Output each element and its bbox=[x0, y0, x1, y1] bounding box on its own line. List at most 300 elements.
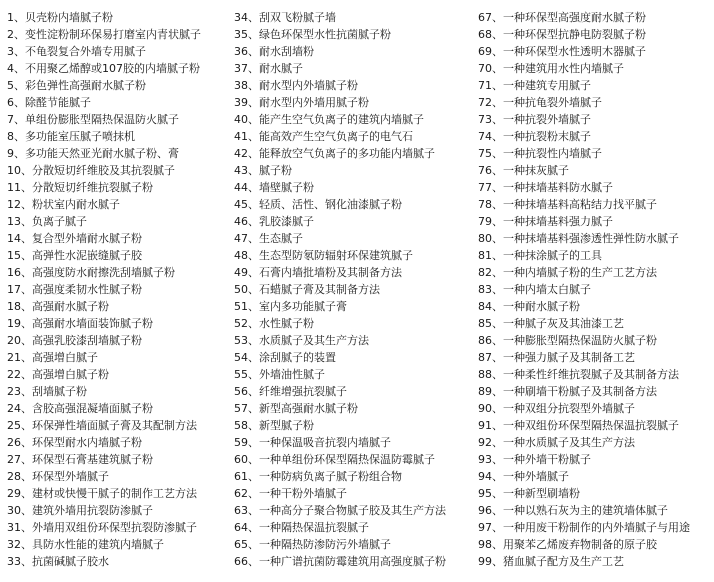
item-title: 一种抹灰腻子 bbox=[503, 164, 569, 177]
item-number: 92、 bbox=[478, 436, 503, 449]
list-item bbox=[7, 417, 229, 434]
list-item bbox=[7, 26, 229, 43]
list-item bbox=[234, 332, 470, 349]
item-number: 89、 bbox=[478, 385, 503, 398]
item-number: 69、 bbox=[478, 45, 503, 58]
item-title: 一种内墙腻子粉的生产工艺方法 bbox=[503, 266, 657, 279]
list-item bbox=[478, 145, 714, 162]
item-number: 19、 bbox=[7, 317, 32, 330]
item-number: 83、 bbox=[478, 283, 503, 296]
item-title: 一种双组份环保型隔热保温抗裂腻子 bbox=[503, 419, 679, 432]
list-item bbox=[478, 264, 714, 281]
list-item bbox=[7, 43, 229, 60]
list-item bbox=[478, 502, 714, 519]
list-item bbox=[234, 315, 470, 332]
item-title: 不龟裂复合外墙专用腻子 bbox=[25, 45, 146, 58]
item-number: 77、 bbox=[478, 181, 503, 194]
item-title: 高强增白腻子 bbox=[32, 351, 98, 364]
item-number: 22、 bbox=[7, 368, 32, 381]
list-item bbox=[7, 366, 229, 383]
list-item bbox=[478, 298, 714, 315]
item-title: 一种单组份环保型隔热保温防霉腻子 bbox=[259, 453, 435, 466]
list-item bbox=[234, 247, 470, 264]
item-number: 28、 bbox=[7, 470, 32, 483]
list-item bbox=[478, 162, 714, 179]
item-number: 68、 bbox=[478, 28, 503, 41]
item-number: 27、 bbox=[7, 453, 32, 466]
item-title: 分散短切纤维胶及其抗裂腻子 bbox=[32, 164, 175, 177]
list-item bbox=[234, 213, 470, 230]
item-number: 94、 bbox=[478, 470, 503, 483]
item-number: 14、 bbox=[7, 232, 32, 245]
item-number: 71、 bbox=[478, 79, 503, 92]
list-item bbox=[478, 179, 714, 196]
item-number: 24、 bbox=[7, 402, 32, 415]
item-title: 一种隔热防渗防污外墙腻子 bbox=[259, 538, 391, 551]
item-title: 高强度柔韧水性腻子粉 bbox=[32, 283, 142, 296]
item-number: 72、 bbox=[478, 96, 503, 109]
list-item bbox=[478, 26, 714, 43]
list-item bbox=[478, 332, 714, 349]
item-title: 环保弹性墙面腻子膏及其配制方法 bbox=[32, 419, 197, 432]
list-item bbox=[7, 502, 229, 519]
item-title: 一种抗裂粉末腻子 bbox=[503, 130, 591, 143]
item-number: 54、 bbox=[234, 351, 259, 364]
list-item bbox=[234, 400, 470, 417]
item-title: 一种耐水腻子粉 bbox=[503, 300, 580, 313]
item-number: 11、 bbox=[7, 181, 32, 194]
list-item bbox=[234, 128, 470, 145]
list-item bbox=[478, 111, 714, 128]
item-title: 一种广谱抗菌防霉建筑用高强度腻子粉 bbox=[259, 555, 446, 568]
item-title: 环保型石膏基建筑腻子粉 bbox=[32, 453, 153, 466]
list-item bbox=[234, 536, 470, 553]
item-number: 38、 bbox=[234, 79, 259, 92]
item-title: 彩色弹性高强耐水腻子粉 bbox=[25, 79, 146, 92]
item-title: 涂刮腻子的装置 bbox=[259, 351, 336, 364]
list-item bbox=[234, 281, 470, 298]
list-item bbox=[7, 536, 229, 553]
list-item bbox=[7, 451, 229, 468]
item-number: 6、 bbox=[7, 96, 25, 109]
item-number: 4、 bbox=[7, 62, 25, 75]
item-number: 97、 bbox=[478, 521, 503, 534]
item-title: 新型高强耐水腻子粉 bbox=[259, 402, 358, 415]
list-item bbox=[7, 213, 229, 230]
list-item bbox=[234, 349, 470, 366]
item-title: 一种抗龟裂外墙腻子 bbox=[503, 96, 602, 109]
item-title: 石蜡腻子膏及其制备方法 bbox=[259, 283, 380, 296]
list-item bbox=[234, 94, 470, 111]
item-number: 17、 bbox=[7, 283, 32, 296]
item-title: 外墙油性腻子 bbox=[259, 368, 325, 381]
item-number: 87、 bbox=[478, 351, 503, 364]
item-number: 56、 bbox=[234, 385, 259, 398]
item-number: 44、 bbox=[234, 181, 259, 194]
item-number: 3、 bbox=[7, 45, 25, 58]
list-item bbox=[7, 9, 229, 26]
item-number: 62、 bbox=[234, 487, 259, 500]
item-title: 单组份膨胀型隔热保温防火腻子 bbox=[25, 113, 179, 126]
item-number: 75、 bbox=[478, 147, 503, 160]
item-title: 外墙用双组份环保型抗裂防渗腻子 bbox=[32, 521, 197, 534]
item-title: 具防水性能的建筑内墙腻子 bbox=[32, 538, 164, 551]
list-item bbox=[234, 553, 470, 570]
item-number: 93、 bbox=[478, 453, 503, 466]
item-number: 5、 bbox=[7, 79, 25, 92]
item-number: 1、 bbox=[7, 11, 25, 24]
list-item bbox=[7, 77, 229, 94]
list-item bbox=[7, 94, 229, 111]
item-title: 一种抹墙基料强渗透性弹性防水腻子 bbox=[503, 232, 679, 245]
list-item bbox=[7, 128, 229, 145]
list-item bbox=[478, 468, 714, 485]
item-number: 7、 bbox=[7, 113, 25, 126]
item-title: 高强增白腻子粉 bbox=[32, 368, 109, 381]
item-number: 57、 bbox=[234, 402, 259, 415]
list-item bbox=[234, 298, 470, 315]
item-number: 34、 bbox=[234, 11, 259, 24]
item-title: 多功能天然亚光耐水腻子粉、膏 bbox=[25, 147, 179, 160]
list-item bbox=[478, 281, 714, 298]
list-column-2 bbox=[234, 9, 470, 570]
list-column-3 bbox=[478, 9, 714, 570]
item-title: 绿色环保型水性抗菌腻子粉 bbox=[259, 28, 391, 41]
item-number: 55、 bbox=[234, 368, 259, 381]
item-number: 86、 bbox=[478, 334, 503, 347]
list-item bbox=[234, 264, 470, 281]
list-item bbox=[7, 383, 229, 400]
list-item bbox=[7, 332, 229, 349]
item-title: 一种抹墙基料防水腻子 bbox=[503, 181, 613, 194]
list-item bbox=[478, 383, 714, 400]
list-item bbox=[478, 451, 714, 468]
item-number: 37、 bbox=[234, 62, 259, 75]
item-title: 一种环保型高强度耐水腻子粉 bbox=[503, 11, 646, 24]
item-number: 66、 bbox=[234, 555, 259, 568]
item-number: 50、 bbox=[234, 283, 259, 296]
item-number: 45、 bbox=[234, 198, 259, 211]
item-title: 除醛节能腻子 bbox=[25, 96, 91, 109]
item-title: 一种干粉外墙腻子 bbox=[259, 487, 347, 500]
list-item bbox=[478, 485, 714, 502]
list-item bbox=[234, 179, 470, 196]
item-title: 粉状室内耐水腻子 bbox=[32, 198, 120, 211]
item-number: 42、 bbox=[234, 147, 259, 160]
item-number: 10、 bbox=[7, 164, 32, 177]
list-item bbox=[7, 315, 229, 332]
item-number: 91、 bbox=[478, 419, 503, 432]
item-number: 64、 bbox=[234, 521, 259, 534]
item-number: 40、 bbox=[234, 113, 259, 126]
list-item bbox=[7, 111, 229, 128]
item-number: 79、 bbox=[478, 215, 503, 228]
list-item bbox=[478, 77, 714, 94]
item-title: 变性淀粉制环保易打磨室内青状腻子 bbox=[25, 28, 201, 41]
item-title: 含胶高强混凝墙面腻子粉 bbox=[32, 402, 153, 415]
item-number: 32、 bbox=[7, 538, 32, 551]
list-item bbox=[478, 213, 714, 230]
item-title: 一种以熟石灰为主的建筑墙体腻子 bbox=[503, 504, 668, 517]
item-title: 墙壁腻子粉 bbox=[259, 181, 314, 194]
item-number: 41、 bbox=[234, 130, 259, 143]
list-item bbox=[7, 400, 229, 417]
list-item bbox=[234, 434, 470, 451]
item-title: 一种膨胀型隔热保温防火腻子粉 bbox=[503, 334, 657, 347]
item-title: 一种抹墙基料强力腻子 bbox=[503, 215, 613, 228]
list-item bbox=[7, 519, 229, 536]
item-number: 84、 bbox=[478, 300, 503, 313]
item-title: 环保型耐水内墙腻子粉 bbox=[32, 436, 142, 449]
item-title: 一种建筑用水性内墙腻子 bbox=[503, 62, 624, 75]
list-item bbox=[478, 315, 714, 332]
item-title: 一种抗裂性内墙腻子 bbox=[503, 147, 602, 160]
list-item bbox=[478, 553, 714, 570]
item-number: 82、 bbox=[478, 266, 503, 279]
item-number: 21、 bbox=[7, 351, 32, 364]
item-title: 耐水型内外墙腻子粉 bbox=[259, 79, 358, 92]
list-item bbox=[478, 400, 714, 417]
item-title: 贝壳粉内墙腻子粉 bbox=[25, 11, 113, 24]
item-title: 乳胶漆腻子 bbox=[259, 215, 314, 228]
list-item bbox=[478, 417, 714, 434]
list-item bbox=[478, 230, 714, 247]
item-title: 一种隔热保温抗裂腻子 bbox=[259, 521, 369, 534]
item-number: 58、 bbox=[234, 419, 259, 432]
item-number: 65、 bbox=[234, 538, 259, 551]
list-item bbox=[478, 128, 714, 145]
list-item bbox=[478, 94, 714, 111]
item-number: 80、 bbox=[478, 232, 503, 245]
item-title: 高强耐水腻子粉 bbox=[32, 300, 109, 313]
list-item bbox=[234, 485, 470, 502]
item-number: 48、 bbox=[234, 249, 259, 262]
item-title: 生态腻子 bbox=[259, 232, 303, 245]
item-title: 建材或快慢干腻子的制作工艺方法 bbox=[32, 487, 197, 500]
item-title: 环保型外墙腻子 bbox=[32, 470, 109, 483]
list-item bbox=[7, 145, 229, 162]
item-title: 一种新型刷墙粉 bbox=[503, 487, 580, 500]
item-title: 一种刷墙干粉腻子及其制备方法 bbox=[503, 385, 657, 398]
item-title: 刮墙腻子粉 bbox=[32, 385, 87, 398]
list-item bbox=[234, 60, 470, 77]
item-number: 49、 bbox=[234, 266, 259, 279]
item-number: 13、 bbox=[7, 215, 32, 228]
item-number: 74、 bbox=[478, 130, 503, 143]
item-title: 一种环保型抗静电防裂腻子粉 bbox=[503, 28, 646, 41]
list-item bbox=[234, 196, 470, 213]
item-title: 耐水刮墙粉 bbox=[259, 45, 314, 58]
item-number: 31、 bbox=[7, 521, 32, 534]
item-number: 59、 bbox=[234, 436, 259, 449]
item-number: 16、 bbox=[7, 266, 32, 279]
list-item bbox=[234, 145, 470, 162]
item-title: 一种腻子灰及其油漆工艺 bbox=[503, 317, 624, 330]
item-title: 腻子粉 bbox=[259, 164, 292, 177]
item-title: 不用聚乙烯醇或107胶的内墙腻子粉 bbox=[25, 62, 200, 75]
item-title: 一种双组分抗裂型外墙腻子 bbox=[503, 402, 635, 415]
list-item bbox=[7, 230, 229, 247]
item-number: 88、 bbox=[478, 368, 503, 381]
item-title: 高弹性水泥嵌缝腻子胶 bbox=[32, 249, 142, 262]
item-title: 石膏内墙批墙粉及其制备方法 bbox=[259, 266, 402, 279]
item-number: 26、 bbox=[7, 436, 32, 449]
item-number: 60、 bbox=[234, 453, 259, 466]
list-item bbox=[478, 196, 714, 213]
item-title: 多功能室压腻子喷抹机 bbox=[25, 130, 135, 143]
item-number: 25、 bbox=[7, 419, 32, 432]
list-item bbox=[478, 349, 714, 366]
list-item bbox=[234, 9, 470, 26]
item-number: 78、 bbox=[478, 198, 503, 211]
item-title: 一种抗裂外墙腻子 bbox=[503, 113, 591, 126]
item-number: 18、 bbox=[7, 300, 32, 313]
item-number: 8、 bbox=[7, 130, 25, 143]
item-title: 能产生空气负离子的建筑内墙腻子 bbox=[259, 113, 424, 126]
item-title: 一种高分子聚合物腻子胶及其生产方法 bbox=[259, 504, 446, 517]
item-title: 建筑外墙用抗裂防渗腻子 bbox=[32, 504, 153, 517]
item-title: 新型腻子粉 bbox=[259, 419, 314, 432]
item-number: 9、 bbox=[7, 147, 25, 160]
item-number: 46、 bbox=[234, 215, 259, 228]
item-number: 73、 bbox=[478, 113, 503, 126]
item-title: 刮双飞粉腻子墙 bbox=[259, 11, 336, 24]
list-item bbox=[234, 502, 470, 519]
item-title: 一种防病负离子腻子粉组合物 bbox=[259, 470, 402, 483]
list-item bbox=[478, 60, 714, 77]
list-item bbox=[234, 519, 470, 536]
item-number: 2、 bbox=[7, 28, 25, 41]
item-number: 33、 bbox=[7, 555, 32, 568]
list-item bbox=[7, 196, 229, 213]
item-number: 23、 bbox=[7, 385, 32, 398]
list-item bbox=[234, 77, 470, 94]
item-number: 90、 bbox=[478, 402, 503, 415]
item-title: 一种抹涂腻子的工具 bbox=[503, 249, 602, 262]
list-item bbox=[234, 111, 470, 128]
item-number: 99、 bbox=[478, 555, 503, 568]
list-item bbox=[7, 281, 229, 298]
item-number: 52、 bbox=[234, 317, 259, 330]
item-title: 用聚苯乙烯废弃物制备的原子胶 bbox=[503, 538, 657, 551]
item-number: 36、 bbox=[234, 45, 259, 58]
item-title: 生态型防氡防辐射环保建筑腻子 bbox=[259, 249, 413, 262]
item-number: 95、 bbox=[478, 487, 503, 500]
item-title: 一种外墙干粉腻子 bbox=[503, 453, 591, 466]
list-item bbox=[234, 230, 470, 247]
item-title: 一种柔性纤维抗裂腻子及其制备方法 bbox=[503, 368, 679, 381]
list-item bbox=[7, 247, 229, 264]
item-title: 室内多功能腻子膏 bbox=[259, 300, 347, 313]
list-item bbox=[234, 43, 470, 60]
item-number: 61、 bbox=[234, 470, 259, 483]
item-number: 51、 bbox=[234, 300, 259, 313]
item-number: 20、 bbox=[7, 334, 32, 347]
item-title: 能高效产生空气负离子的电气石 bbox=[259, 130, 413, 143]
item-title: 水性腻子粉 bbox=[259, 317, 314, 330]
item-title: 一种内墙太白腻子 bbox=[503, 283, 591, 296]
list-item bbox=[7, 162, 229, 179]
item-title: 复合型外墙耐水腻子粉 bbox=[32, 232, 142, 245]
list-item bbox=[7, 434, 229, 451]
item-title: 一种强力腻子及其制备工艺 bbox=[503, 351, 635, 364]
item-number: 98、 bbox=[478, 538, 503, 551]
item-title: 分散短切纤维抗裂腻子粉 bbox=[32, 181, 153, 194]
list-item bbox=[7, 264, 229, 281]
list-item bbox=[7, 349, 229, 366]
item-number: 96、 bbox=[478, 504, 503, 517]
item-title: 一种环保型水性透明木器腻子 bbox=[503, 45, 646, 58]
list-item bbox=[478, 9, 714, 26]
item-title: 高强度防水耐擦洗刮墙腻子粉 bbox=[32, 266, 175, 279]
item-title: 水质腻子及其生产方法 bbox=[259, 334, 369, 347]
item-title: 高强乳胶漆刮墙腻子粉 bbox=[32, 334, 142, 347]
list-item bbox=[234, 162, 470, 179]
item-title: 一种用废干粉制作的内外墙腻子与用途 bbox=[503, 521, 690, 534]
item-title: 一种建筑专用腻子 bbox=[503, 79, 591, 92]
item-number: 12、 bbox=[7, 198, 32, 211]
list-item bbox=[7, 468, 229, 485]
item-title: 一种保温吸音抗裂内墙腻子 bbox=[259, 436, 391, 449]
list-item bbox=[478, 43, 714, 60]
list-item bbox=[478, 247, 714, 264]
item-number: 81、 bbox=[478, 249, 503, 262]
list-item bbox=[478, 366, 714, 383]
item-title: 高强耐水墙面装饰腻子粉 bbox=[32, 317, 153, 330]
list-item bbox=[234, 417, 470, 434]
item-title: 猪血腻子配方及生产工艺 bbox=[503, 555, 624, 568]
list-item bbox=[234, 366, 470, 383]
item-title: 负离子腻子 bbox=[32, 215, 87, 228]
item-title: 一种外墙腻子 bbox=[503, 470, 569, 483]
item-title: 轻质、活性、钢化油漆腻子粉 bbox=[259, 198, 402, 211]
list-item bbox=[7, 179, 229, 196]
list-column-1 bbox=[7, 9, 229, 570]
item-title: 耐水型内外墙用腻子粉 bbox=[259, 96, 369, 109]
list-item bbox=[234, 383, 470, 400]
item-number: 47、 bbox=[234, 232, 259, 245]
item-number: 53、 bbox=[234, 334, 259, 347]
item-number: 35、 bbox=[234, 28, 259, 41]
item-number: 70、 bbox=[478, 62, 503, 75]
list-item bbox=[7, 298, 229, 315]
item-title: 能释放空气负离子的多功能内墙腻子 bbox=[259, 147, 435, 160]
item-number: 29、 bbox=[7, 487, 32, 500]
item-title: 一种水质腻子及其生产方法 bbox=[503, 436, 635, 449]
list-item bbox=[478, 519, 714, 536]
item-title: 耐水腻子 bbox=[259, 62, 303, 75]
item-title: 纤维增强抗裂腻子 bbox=[259, 385, 347, 398]
list-item bbox=[7, 485, 229, 502]
list-item bbox=[234, 451, 470, 468]
item-title: 抗菌碱腻子胶水 bbox=[32, 555, 109, 568]
item-number: 67、 bbox=[478, 11, 503, 24]
item-number: 30、 bbox=[7, 504, 32, 517]
item-number: 15、 bbox=[7, 249, 32, 262]
list-item bbox=[478, 536, 714, 553]
item-number: 85、 bbox=[478, 317, 503, 330]
item-number: 39、 bbox=[234, 96, 259, 109]
list-item bbox=[478, 434, 714, 451]
list-item bbox=[7, 553, 229, 570]
item-number: 63、 bbox=[234, 504, 259, 517]
item-number: 43、 bbox=[234, 164, 259, 177]
item-number: 76、 bbox=[478, 164, 503, 177]
list-item bbox=[234, 468, 470, 485]
item-title: 一种抹墙基料高粘结力找平腻子 bbox=[503, 198, 657, 211]
list-item bbox=[234, 26, 470, 43]
list-item bbox=[7, 60, 229, 77]
